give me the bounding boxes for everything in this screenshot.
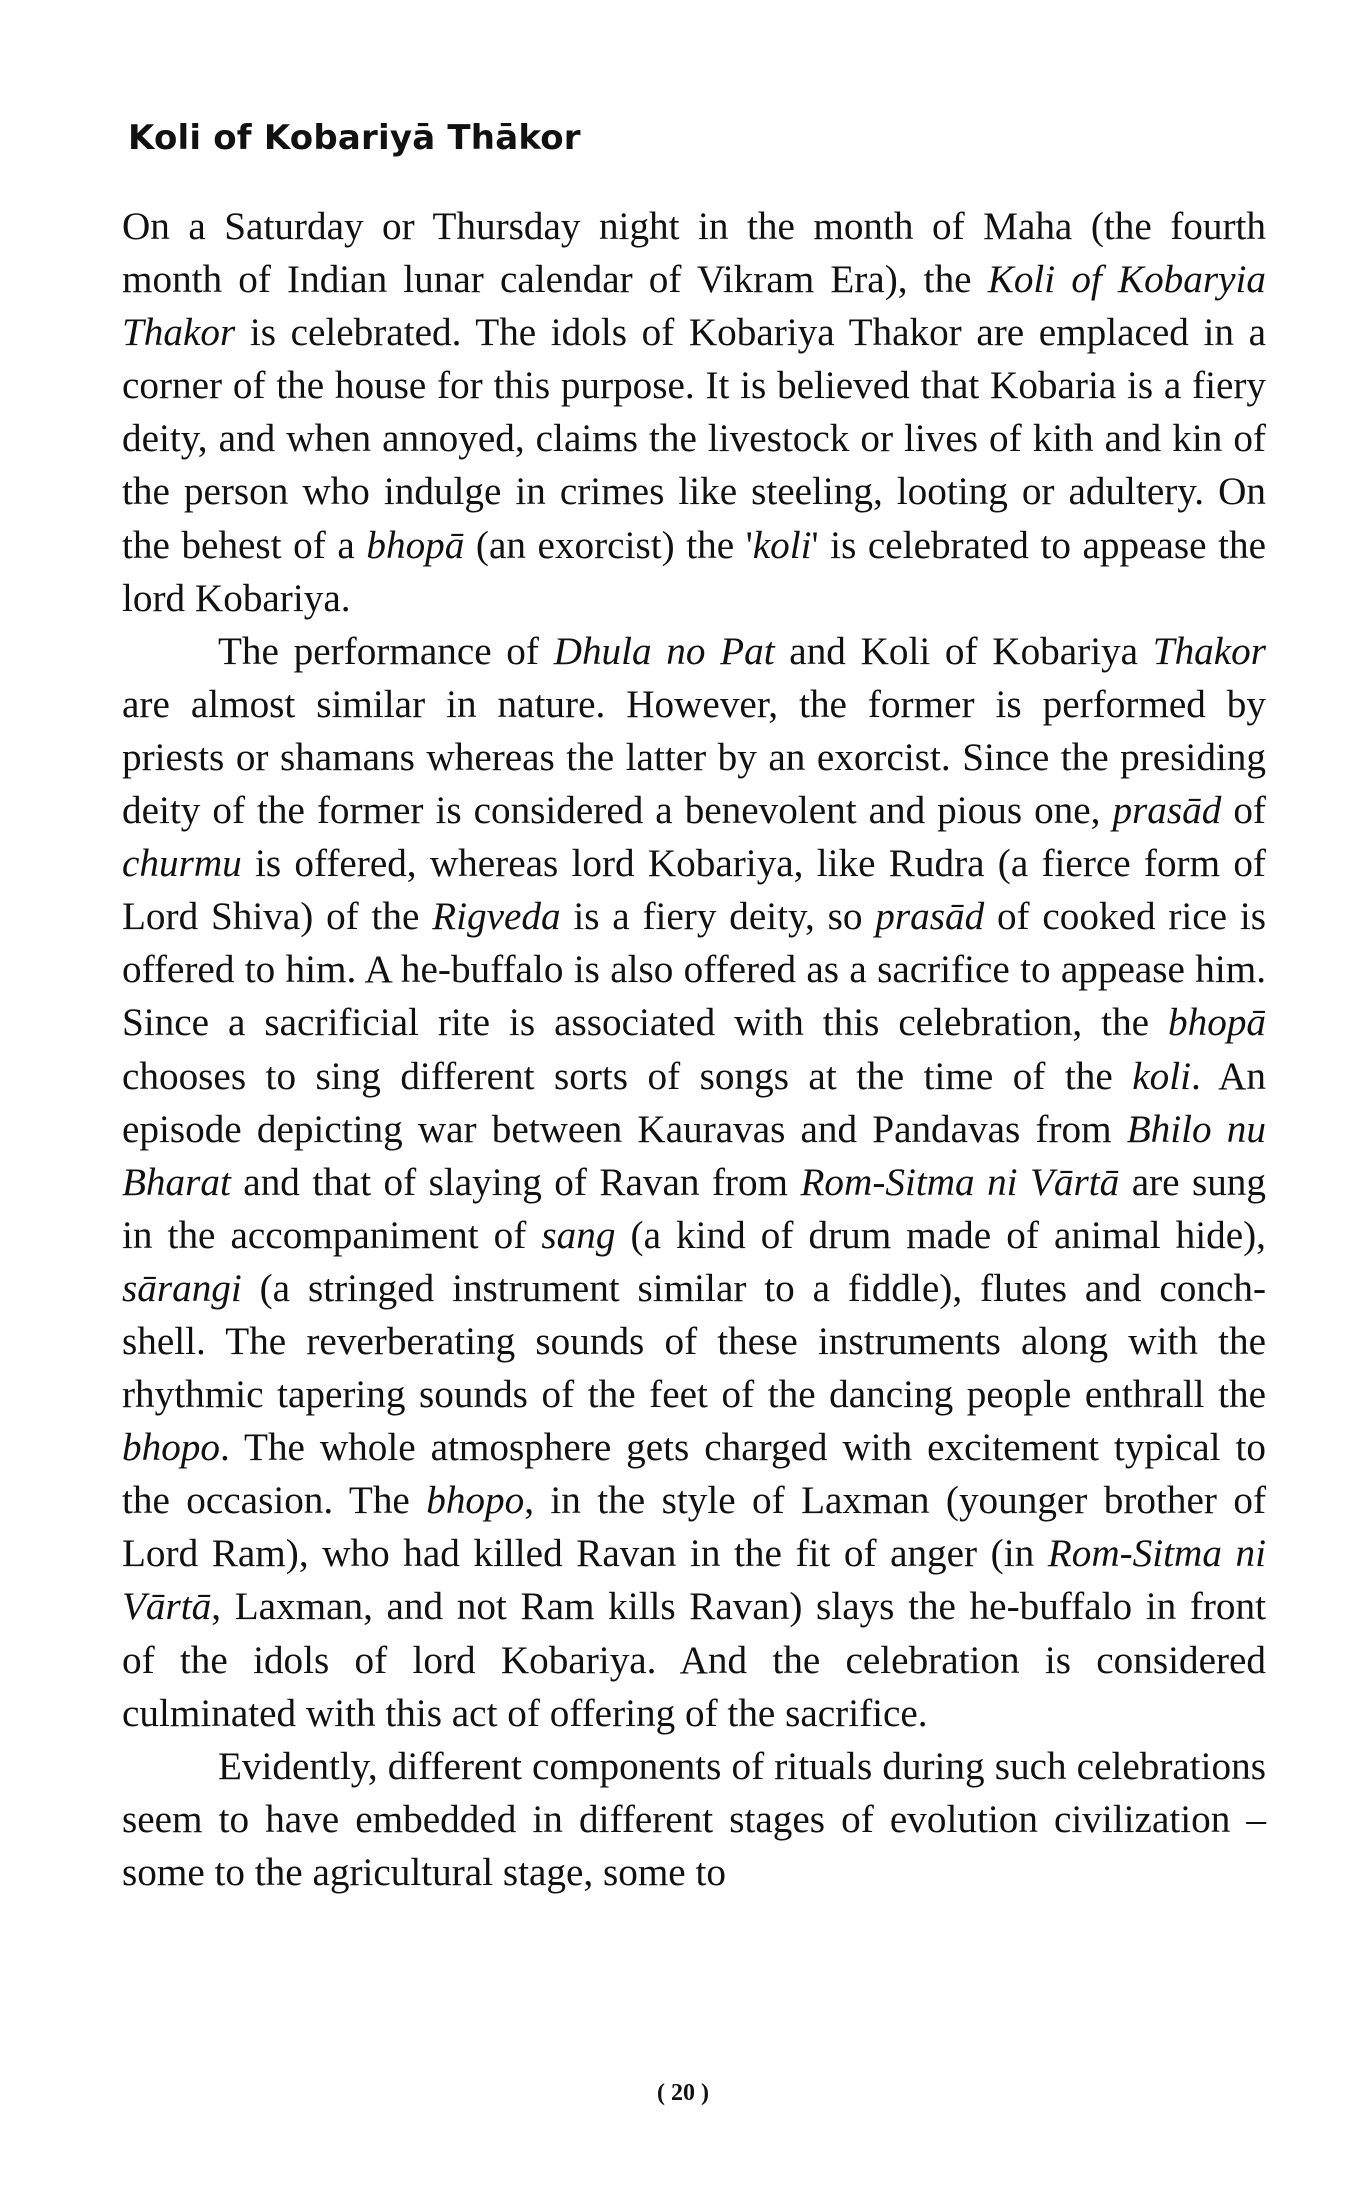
- paragraph-2: [122, 625, 1266, 1740]
- italic-term: sārangi: [122, 1266, 242, 1310]
- italic-term: prasād: [1112, 789, 1222, 833]
- italic-term: Rom-Sitma ni Vārtā: [800, 1160, 1120, 1204]
- text-run: The performance of: [218, 629, 554, 673]
- body-text: [122, 200, 1266, 1899]
- italic-term: sang: [541, 1213, 616, 1257]
- text-run: (a kind of drum made of animal hide),: [615, 1213, 1266, 1257]
- italic-term: bhopā: [1168, 1001, 1266, 1045]
- italic-term: churmu: [122, 842, 242, 886]
- page-number: ( 20 ): [657, 2080, 709, 2106]
- text-run: is offered, whereas lord Kobariya, like Rudra (a fierce form of Lord Shiva) of the: [122, 842, 1266, 939]
- italic-term: Rigveda: [432, 895, 561, 939]
- text-run: chooses to sing different sorts of songs at the time of the: [122, 1054, 1133, 1098]
- italic-term: koli: [1132, 1054, 1191, 1098]
- text-run: and that of slaying of Ravan from: [230, 1160, 801, 1204]
- text-run: , in the style of Laxman (younger brother of Lord Ram), who had killed Ravan in the fit of anger (in: [122, 1479, 1266, 1576]
- text-run: of cooked rice is offered to him. A he-buffalo is also offered as a sacrifice to appease him. Since a sacrificial rite is associated with this celebration, the: [122, 895, 1266, 1045]
- text-run: are sung in the accompaniment of: [122, 1160, 1266, 1257]
- text-run: . The whole atmosphere gets charged with excitement typical to the occasion. The: [122, 1426, 1266, 1523]
- italic-term: koli: [752, 523, 812, 567]
- section-heading: Koli of Kobariyā Thākor: [128, 118, 581, 158]
- text-run: is celebrated. The idols of Kobariya Thakor are emplaced in a corner of the house for this purpose. It is believed that Kobaria is a fiery deity, and when annoyed, claims the livestock or lives of kith and kin of the person who indulge in crimes like steeling, looting or adultery. On the behest of a: [122, 311, 1266, 567]
- italic-term: Rom-Sitma ni Vārtā: [122, 1532, 1267, 1629]
- italic-term: bhopā: [366, 523, 465, 567]
- italic-term: bhopo: [122, 1426, 220, 1470]
- text-run: (a stringed instrument similar to a fiddle), flutes and conch-shell. The reverberating sounds of these instruments along with the rhythmic tapering sounds of the feet of the dancing people enthrall the: [122, 1266, 1266, 1417]
- text-run: are almost similar in nature. However, the former is performed by priests or shamans whereas the latter by an exorcist. Since the presiding deity of the former is considered a benevolent and pious one,: [122, 682, 1266, 833]
- italic-term: Bhilo nu Bharat: [122, 1107, 1266, 1204]
- text-run: ' is celebrated to appease the lord Kobariya.: [122, 523, 1267, 620]
- paragraph-3: [122, 1740, 1266, 1899]
- italic-term: Koli of Kobaryia Thakor: [122, 258, 1266, 355]
- text-run: . An episode depicting war between Kauravas and Pandavas from: [122, 1054, 1266, 1151]
- text-run: of: [1221, 789, 1266, 833]
- italic-term: Dhula no Pat: [553, 629, 775, 673]
- text-run: (an exorcist) the ': [464, 523, 753, 567]
- italic-term: Thakor: [1152, 629, 1267, 673]
- text-run: , Laxman, and not Ram kills Ravan) slays the he-buffalo in front of the idols of lord Kobariya. And the celebration is considered culminated with this act of offering of the sacrifice.: [122, 1585, 1266, 1735]
- text-run: and Koli of Kobariya: [774, 629, 1153, 673]
- italic-term: prasād: [875, 895, 985, 939]
- paragraph-1: [122, 200, 1266, 625]
- italic-term: bhopo: [426, 1479, 525, 1523]
- text-run: On a Saturday or Thursday night in the month of Maha (the fourth month of Indian lunar calendar of Vikram Era), the: [122, 205, 1266, 302]
- text-run: Evidently, different components of rituals during such celebrations seem to have embedded in different stages of evolution civilization – some to the agricultural stage, some to: [122, 1744, 1266, 1894]
- text-run: is a fiery deity, so: [560, 895, 876, 939]
